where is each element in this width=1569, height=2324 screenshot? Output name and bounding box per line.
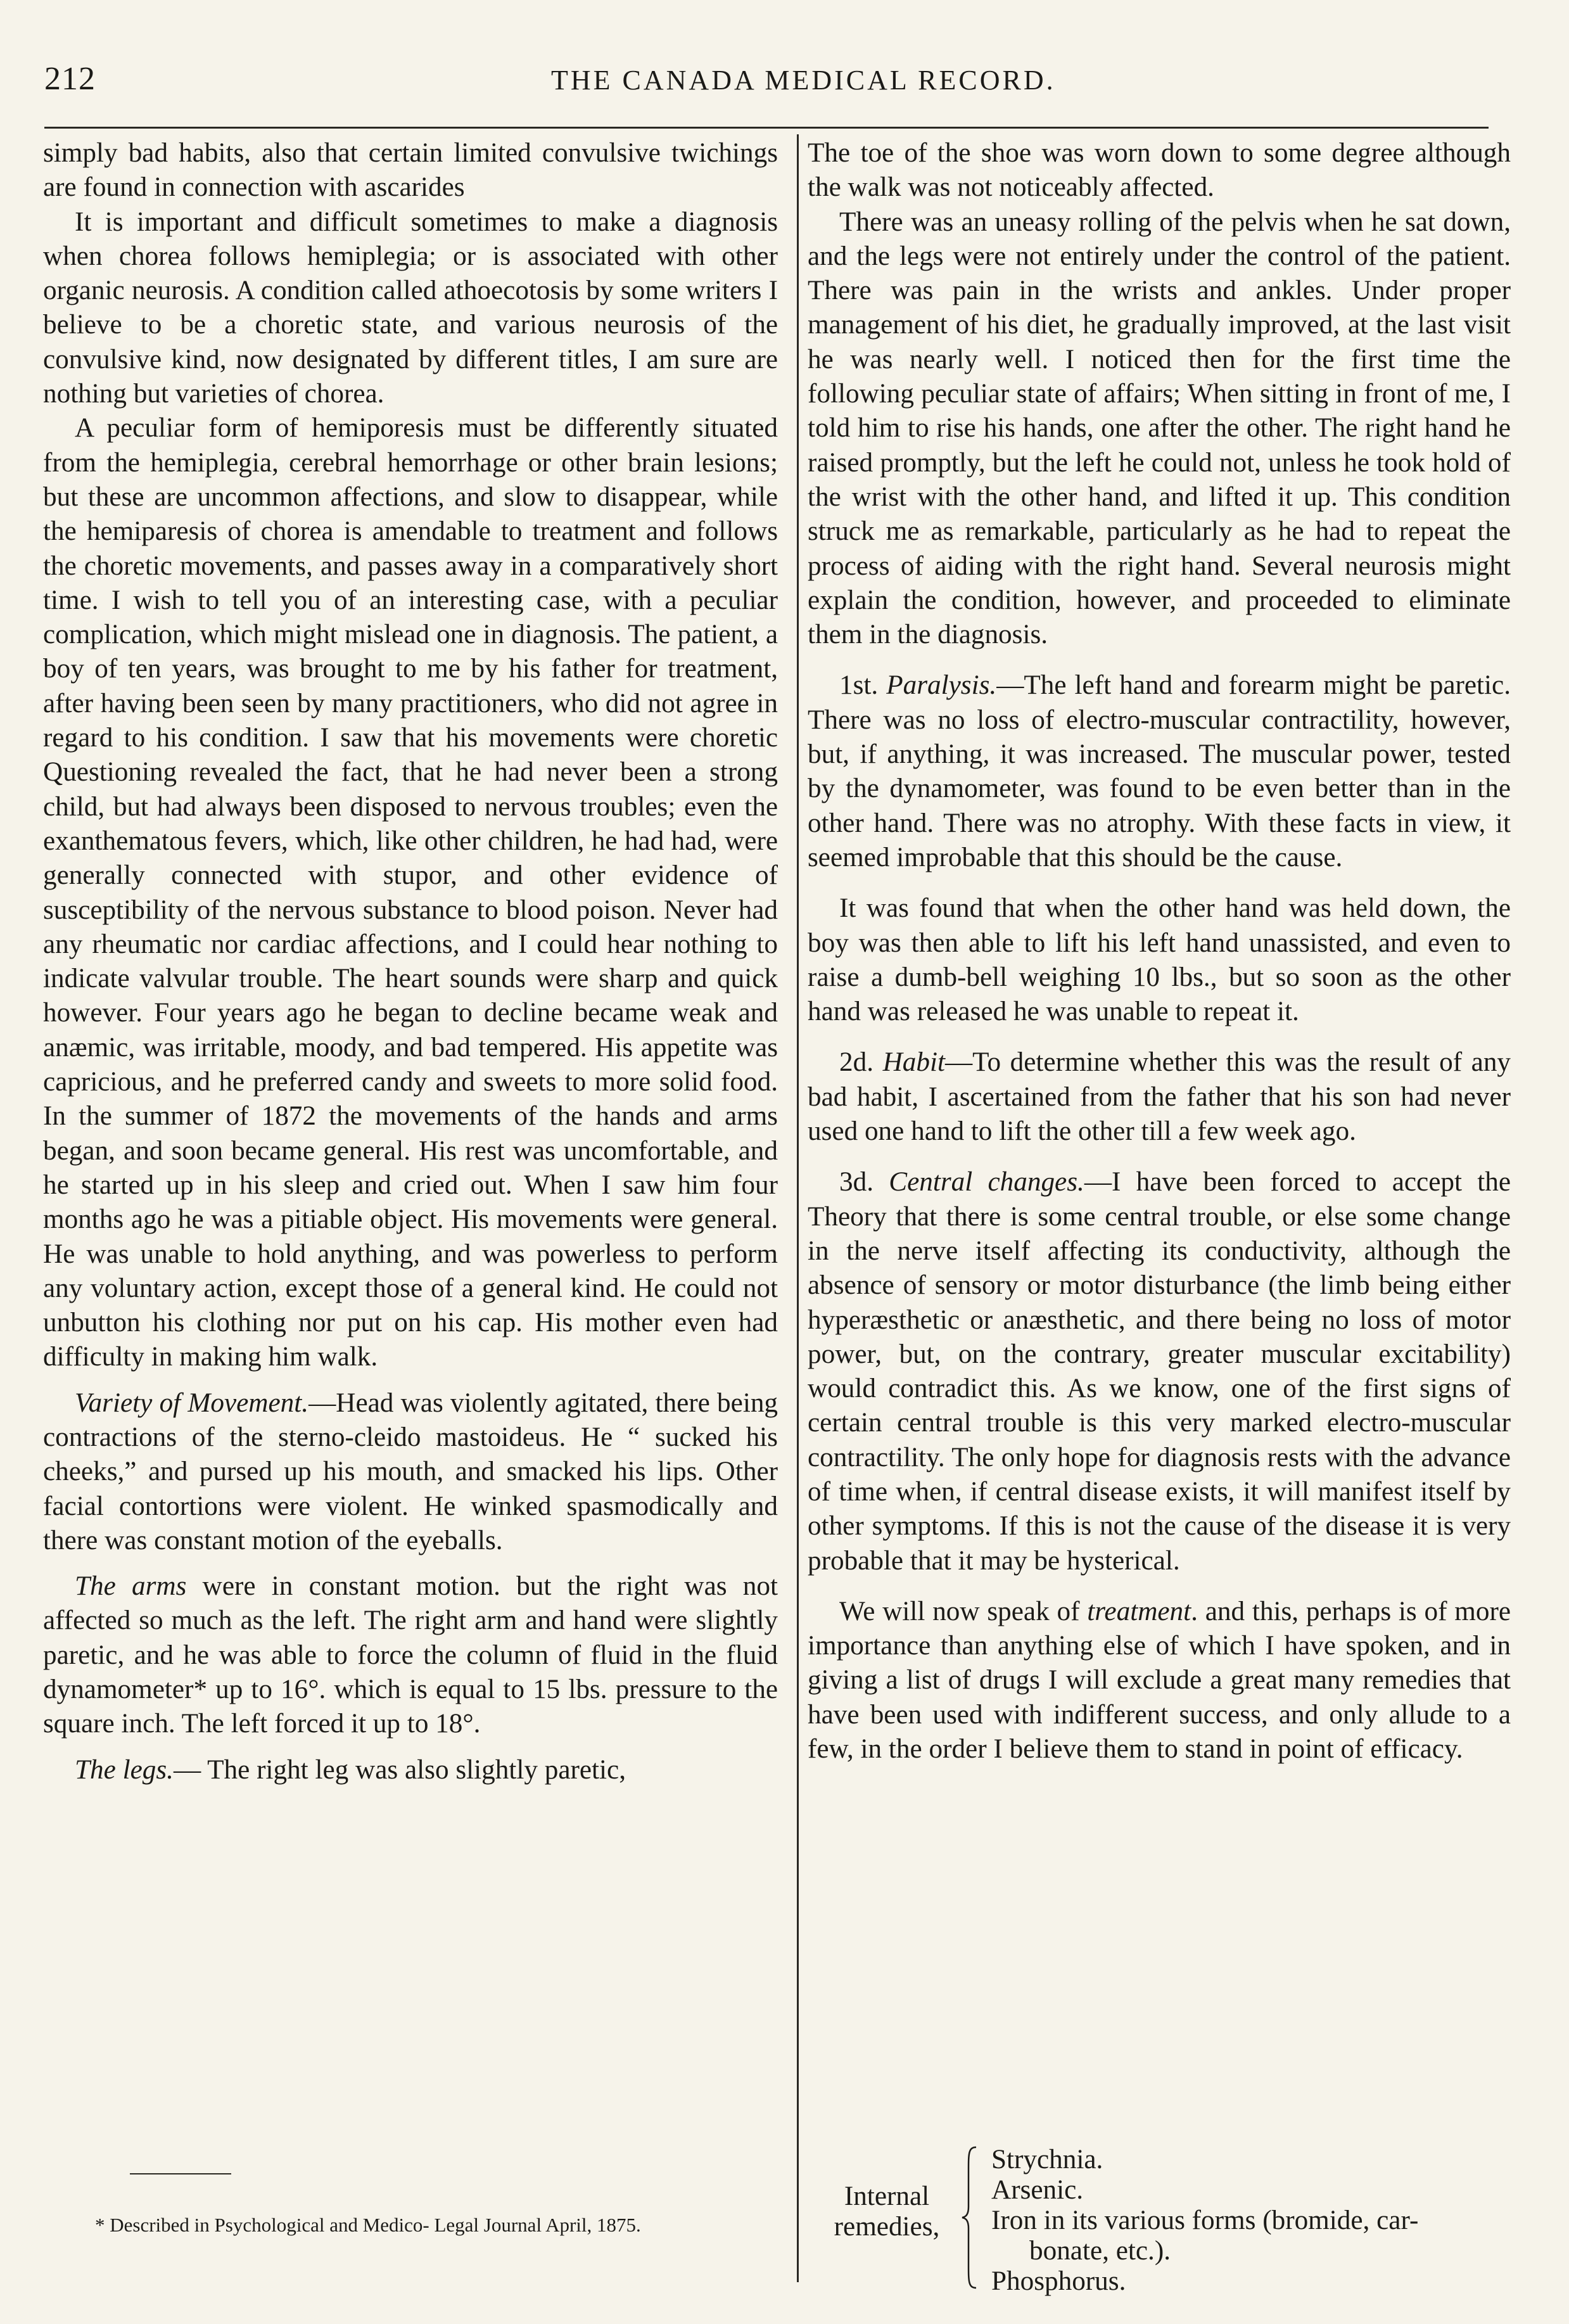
central-heading: Central changes. — [889, 1167, 1084, 1197]
column-divider — [797, 134, 799, 2282]
curly-brace-icon — [960, 2145, 979, 2290]
paragraph-central — [808, 1165, 1511, 1578]
remedy-item: bonate, etc.). — [1029, 2236, 1171, 2266]
treatment-before: We will now speak of — [839, 1596, 1088, 1626]
legs-heading: The legs. — [75, 1754, 174, 1785]
remedy-item: Phosphorus. — [991, 2266, 1126, 2296]
variety-text: —Head was violently agitated, there being contractions of the sterno-cleido mastoideus. He “ sucked his cheeks,” and pursed up his mouth, and smacked his lips. Other facial contortions were violent. He winked spasmodically and there was constant motion of the eyeballs. — [43, 1388, 778, 1555]
remedies-list-block — [823, 2145, 1514, 2297]
page-header — [44, 60, 1501, 117]
right-column — [808, 136, 1511, 1766]
legs-text: — The right leg was also slightly paretic, — [173, 1754, 626, 1785]
paragraph-shoe: The toe of the shoe was worn down to some degree although the walk was not noticeably affected. — [808, 138, 1511, 203]
remedies-items — [991, 2145, 1418, 2297]
treatment-heading: treatment — [1087, 1596, 1191, 1626]
paragraph-diagnosis: It is important and difficult sometimes to make a diagnosis when chorea follows hemiplegia; or is associated with other organic neurosis. A condition called athoecotosis by some writers I believe to be a choretic state, and various neurosis of the convulsive kind, now designated by different titles, I am sure are nothing but varieties of chorea. — [43, 207, 778, 409]
paragraph-habit — [808, 1045, 1511, 1149]
habit-text: —To determine whether this was the result of any bad habit, I ascertained from the father that his son had never used one hand to lift the other till a few week ago. — [808, 1047, 1511, 1147]
remedies-label — [823, 2181, 950, 2242]
habit-heading: Habit — [882, 1047, 945, 1078]
header-rule — [44, 127, 1489, 129]
central-number: 3d. — [839, 1167, 873, 1197]
paragraph-variety — [43, 1386, 778, 1558]
paragraph-treatment — [808, 1595, 1511, 1766]
central-text: —I have been forced to accept the Theory that there is some central trouble, or else some change in the nerve itself affecting its conductivity, although the absence of sensory or motor disturbance (the limb being either hyperæsthetic or anæsthetic, and there being no loss of motor power, but, on the contrary, greater muscular excitability) would contradict this. As we know, one of the first signs of certain central trouble is this very marked electro-muscular contractility. The only hope for diagnosis rests with the advance of time when, if central disease exists, it will manifest itself by other symptoms. If this is not the cause of the disease it is very probable that it may be hysterical. — [808, 1167, 1511, 1576]
footnote: * Described in Psychological and Medico- Legal Journal April, 1875. — [95, 2214, 641, 2236]
arms-heading: The arms — [75, 1571, 187, 1602]
habit-number: 2d. — [839, 1047, 873, 1078]
paragraph-case: A peculiar form of hemiporesis must be differently situated from the hemiplegia, cerebral hemorrhage or other brain lesions; but these are uncommon affections, and slow to disappear, while the hemiparesis of chorea is amendable to treatment and follows the choretic movements, and passes away in a comparatively short time. I wish to tell you of an interesting case, with a peculiar complication, which might mislead one in diagnosis. The patient, a boy of ten years, was brought to me by his father for treatment, after having been seen by many practitioners, who did not agree in regard to his condition. I saw that his movements were choretic Questioning revealed the fact, that he had never been a strong child, but had always been disposed to nervous troubles; even the exanthematous fevers, which, like other children, he had had, were generally connected with stupor, and other evidence of susceptibility of the nervous substance to blood poison. Never had any rheumatic nor cardiac affections, and I could hear nothing to indicate valvular trouble. The heart sounds were sharp and quick however. Four years ago he began to decline became weak and anæmic, was irritable, moody, and bad tempered. His appetite was capricious, and he preferred candy and sweets to more solid food. In the summer of 1872 the movements of the hands and arms began, and soon became general. His rest was uncomfortable, and he started up in his sleep and cried out. When I saw him four months ago he was a pitiable object. His movements were general. He was unable to hold anything, and was powerless to perform any voluntary action, except those of a general kind. He could not unbutton his clothing nor put on his cap. His mother even had difficulty in making him walk. — [43, 413, 778, 1372]
remedy-item: Strychnia. — [991, 2145, 1103, 2174]
left-column — [43, 136, 778, 1787]
paralysis-text: —The left hand and forearm might be paretic. There was no loss of electro-muscular contractility, however, but, if anything, it was increased. The muscular power, tested by the dynamometer, was found to be even better than in the other hand. There was no atrophy. With these facts in view, it seemed improbable that this should be the cause. — [808, 670, 1511, 872]
paragraph-legs — [43, 1753, 778, 1787]
remedies-label-line-2: remedies, — [834, 2212, 940, 2242]
paralysis-heading: Paralysis. — [886, 670, 997, 701]
paragraph-paralysis — [808, 668, 1511, 875]
paralysis-number: 1st. — [839, 670, 879, 701]
page-number: 212 — [44, 61, 96, 97]
variety-heading: Variety of Movement. — [75, 1388, 309, 1418]
remedy-item: Iron in its various forms (bromide, car- — [991, 2206, 1419, 2235]
remedies-label-line-1: Internal — [844, 2181, 930, 2211]
paragraph-dumbbell: It was found that when the other hand was held down, the boy was then able to lift his left hand unassisted, and even to raise a dumb-bell weighing 10 lbs., but so soon as the other hand was released he was unable to repeat it. — [808, 893, 1511, 1027]
running-title: THE CANADA MEDICAL RECORD. — [551, 65, 1056, 96]
arms-text: were in constant motion. but the right was not affected so much as the left. The right arm and hand were slightly paretic, and he was able to force the column of fluid in the fluid dynamometer* up to 16°. which is equal to 15 lbs. pressure to the square inch. The left forced it up to 18°. — [43, 1571, 778, 1739]
paragraph-pelvis: There was an uneasy rolling of the pelvis when he sat down, and the legs were not entirely under the control of the patient. There was pain in the wrists and ankles. Under proper management of his diet, he gradually improved, at the last visit he was nearly well. I noticed then for the first time the following peculiar state of affairs; When sitting in front of me, I told him to rise his hands, one after the other. The right hand he raised promptly, but the left he could not, unless he took hold of the wrist with the other hand, and lifted it up. This condition struck me as remarkable, particularly as he had to repeat the process of aiding with the right hand. Several neurosis might explain the condition, however, and proceeded to eliminate them in the diagnosis. — [808, 207, 1511, 650]
remedy-item: Arsenic. — [991, 2175, 1084, 2205]
paragraph-arms — [43, 1569, 778, 1741]
treatment-after: . and this, perhaps is of more importance than anything else of which I have spoken, and in giving a list of drugs I will exclude a great many remedies that have been used with indifferent success, and only allude to a few, in the order I believe them to stand in point of efficacy. — [808, 1596, 1511, 1765]
paragraph-ascarides: simply bad habits, also that certain limited convulsive twichings are found in connection with ascarides — [43, 138, 778, 203]
footnote-rule — [130, 2173, 231, 2174]
